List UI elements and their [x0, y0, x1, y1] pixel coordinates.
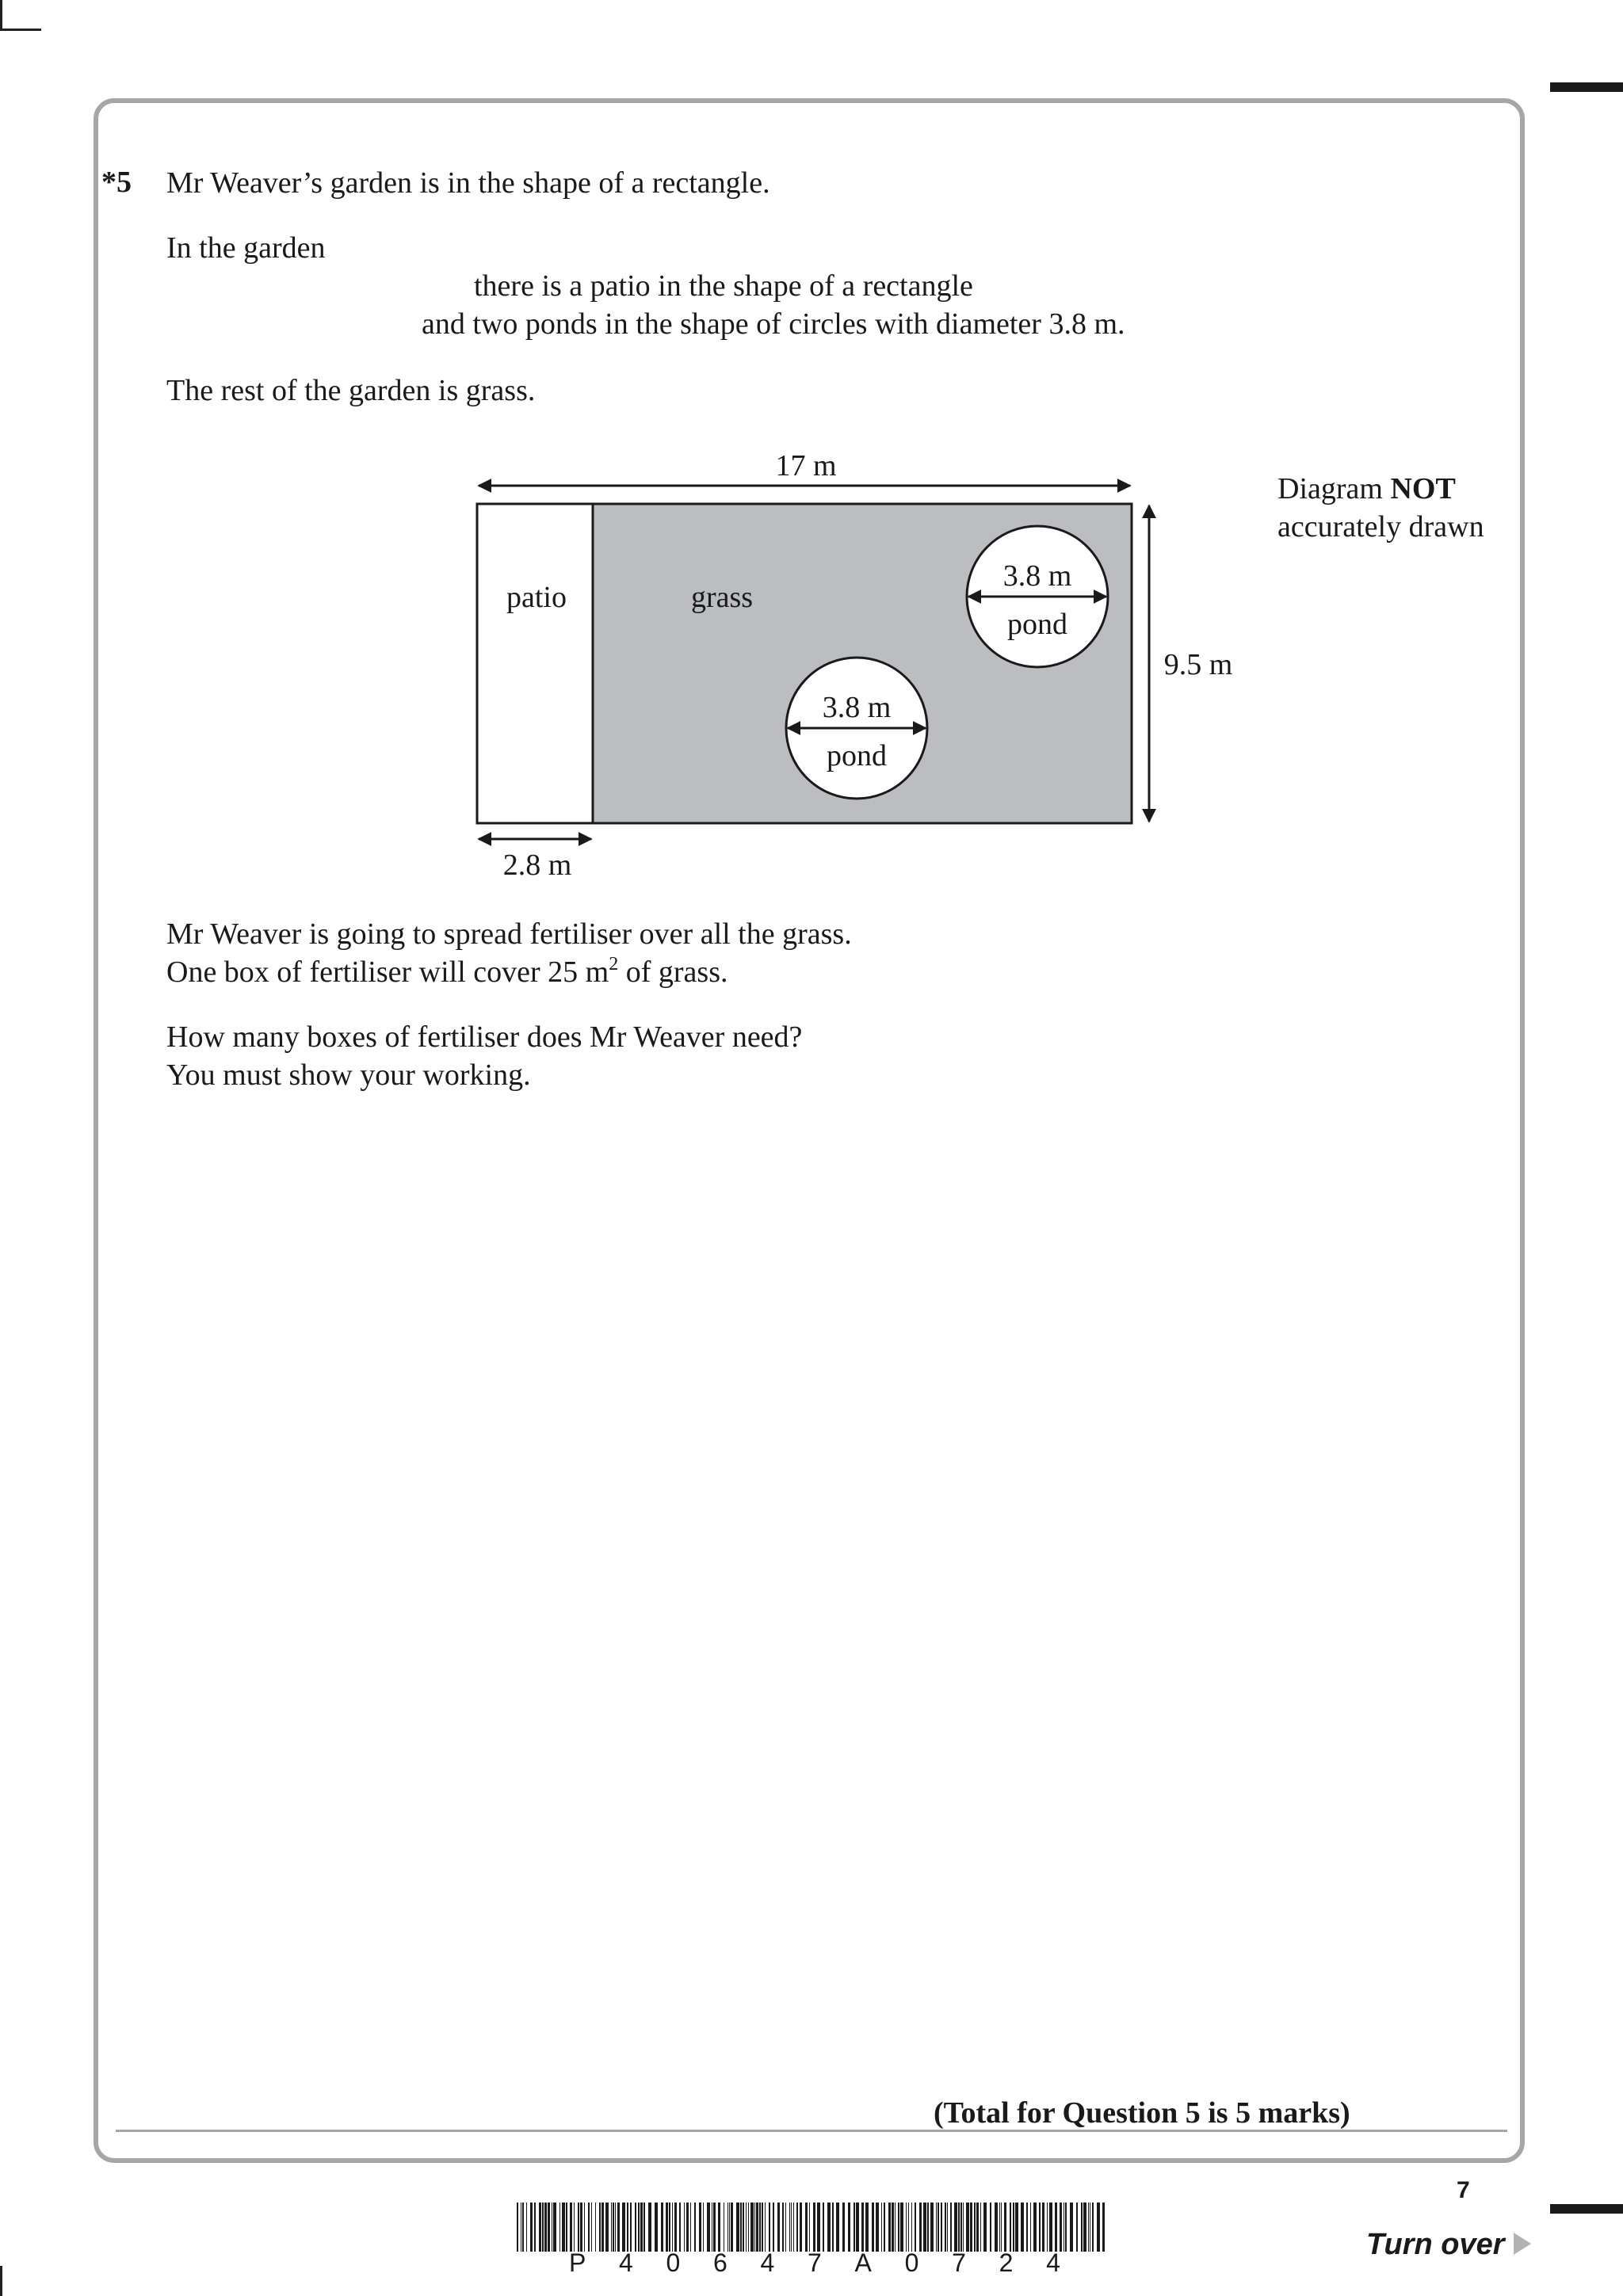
barcode-bar [1060, 2203, 1062, 2252]
barcode-bar [1039, 2203, 1041, 2252]
barcode-bar [900, 2203, 903, 2252]
barcode-bar [966, 2203, 969, 2252]
in-the-garden-text: In the garden [166, 231, 326, 265]
barcode-bar [823, 2203, 824, 2252]
diagram-note: Diagram NOT [1277, 472, 1456, 505]
barcode-bar [947, 2203, 948, 2252]
barcode-char: 7 [952, 2248, 966, 2277]
barcode-bar [773, 2203, 774, 2252]
barcode-bar [999, 2203, 1000, 2252]
barcode-bar [791, 2203, 792, 2252]
barcode-bar [1042, 2203, 1044, 2252]
barcode-bar [544, 2203, 547, 2252]
barcode-bar [542, 2203, 544, 2252]
barcode-bar [1015, 2203, 1018, 2252]
barcode-bar [950, 2203, 952, 2252]
barcode-bar [974, 2203, 976, 2252]
barcode-bar [796, 2203, 798, 2252]
barcode-bar [580, 2203, 582, 2252]
barcode-bar [938, 2203, 939, 2252]
barcode-bar [1070, 2203, 1073, 2252]
barcode-bar [553, 2203, 556, 2252]
pond-2 [786, 658, 927, 799]
barcode-bar [605, 2203, 609, 2252]
barcode-bar [713, 2203, 716, 2252]
barcode-bar [638, 2203, 640, 2252]
barcode-bar [1047, 2203, 1048, 2252]
barcode-bar [731, 2203, 733, 2252]
barcode-bar [718, 2203, 720, 2252]
barcode-bar [1083, 2203, 1086, 2252]
turn-over-label: Turn over [1366, 2228, 1505, 2261]
barcode-char: 2 [999, 2248, 1014, 2277]
barcode-bar [611, 2203, 612, 2252]
barcode-bar [1092, 2203, 1094, 2252]
barcode-bar [729, 2203, 730, 2252]
barcode-bar [661, 2203, 663, 2252]
barcode-bar [906, 2203, 907, 2252]
barcode-bar [915, 2203, 916, 2252]
barcode-bar [578, 2203, 579, 2252]
barcode-bar [793, 2203, 794, 2252]
barcode-bar [842, 2203, 845, 2252]
fertiliser-text: Mr Weaver is going to spread fertiliser over all the grass. [166, 917, 852, 951]
barcode-bar [743, 2203, 744, 2252]
barcode-bar [958, 2203, 960, 2252]
diagram-note-line2: accurately drawn [1277, 510, 1484, 543]
question-ask: How many boxes of fertiliser does Mr Weaver need? [166, 1020, 803, 1054]
barcode-char: 0 [904, 2248, 919, 2277]
barcode-bar [566, 2203, 567, 2252]
barcode-bar [1013, 2203, 1014, 2252]
barcode-bar [694, 2203, 696, 2252]
total-marks: (Total for Question 5 is 5 marks) [934, 2096, 1350, 2130]
barcode-bar [1010, 2203, 1011, 2252]
turn-over-arrow-icon [1514, 2233, 1531, 2255]
barcode-char: A [854, 2248, 872, 2277]
barcode-bar [684, 2203, 685, 2252]
barcode-bar [919, 2203, 922, 2252]
barcode-bar [703, 2203, 704, 2252]
barcode-bar [976, 2203, 979, 2252]
barcode-bar [983, 2203, 987, 2252]
barcode-bar [526, 2203, 527, 2252]
barcode-bar [736, 2203, 739, 2252]
pond-2-label: pond [827, 739, 887, 772]
coverage-text: One box of fertiliser will cover 25 $m^2$ of grass. [166, 954, 728, 989]
barcode-bar [995, 2203, 998, 2252]
garden-diagram [444, 440, 1260, 891]
barcode-bar [727, 2203, 728, 2252]
barcode-bar [936, 2203, 937, 2252]
barcode-bar [888, 2203, 891, 2252]
barcode-bar [740, 2203, 742, 2252]
barcode-bar [562, 2203, 565, 2252]
pond-1-label: pond [1007, 608, 1067, 641]
barcode-bar [813, 2203, 815, 2252]
barcode-bar [655, 2203, 658, 2252]
barcode-bar [630, 2203, 632, 2252]
barcode-bar [911, 2203, 912, 2252]
ponds-description: and two ponds in the shape of circles with diameter 3.8 m. [422, 307, 1125, 341]
barcode-bar [666, 2203, 668, 2252]
barcode-bar [1026, 2203, 1028, 2252]
barcode-bar [762, 2203, 763, 2252]
barcode-bar [746, 2203, 747, 2252]
barcode-bar [884, 2203, 885, 2252]
barcode-bar [881, 2203, 882, 2252]
barcode-bar [876, 2203, 879, 2252]
barcode-bar [930, 2203, 934, 2252]
total-underline [116, 2130, 1507, 2132]
barcode-char: 0 [666, 2248, 681, 2277]
barcode-bar [640, 2203, 643, 2252]
barcode-bar [601, 2203, 604, 2252]
barcode-bar [643, 2203, 645, 2252]
barcode-bar [615, 2203, 616, 2252]
barcode-bar [648, 2203, 651, 2252]
barcode-bar [836, 2203, 839, 2252]
question-intro: Mr Weaver’s garden is in the shape of a rectangle. [166, 166, 770, 200]
barcode-bar [574, 2203, 575, 2252]
barcode-bar [789, 2203, 790, 2252]
barcode-bar [570, 2203, 572, 2252]
barcode-bar [748, 2203, 749, 2252]
barcode-text [569, 2248, 1060, 2278]
barcode-bar [707, 2203, 710, 2252]
barcode-bar [534, 2203, 536, 2252]
barcode-bar [827, 2203, 831, 2252]
barcode-char: 4 [760, 2248, 775, 2277]
barcode-char: 7 [808, 2248, 822, 2277]
edge-mark [1550, 82, 1623, 92]
barcode-bar [832, 2203, 834, 2252]
edge-mark [1550, 2204, 1623, 2214]
barcode-bar [872, 2203, 874, 2252]
barcode-bar [686, 2203, 689, 2252]
barcode-bar [923, 2203, 926, 2252]
grass-label: grass [690, 581, 754, 614]
barcode-bar [1102, 2203, 1105, 2252]
barcode-bar [1001, 2203, 1002, 2252]
width-label: 9.5 m [1163, 648, 1233, 681]
question-number: *5 [101, 166, 132, 199]
barcode-bar [591, 2203, 592, 2252]
crop-mark [0, 29, 41, 31]
barcode-bar [963, 2203, 964, 2252]
barcode-bar [895, 2203, 896, 2252]
pond-1 [967, 526, 1108, 667]
barcode-bar [782, 2203, 784, 2252]
barcode-bar [908, 2203, 909, 2252]
barcode-bar [848, 2203, 850, 2252]
barcode-bar [756, 2203, 758, 2252]
barcode-bar [679, 2203, 681, 2252]
barcode-bar [517, 2203, 518, 2252]
barcode-bar [617, 2203, 620, 2252]
barcode-bar [672, 2203, 673, 2252]
barcode-bar [584, 2203, 585, 2252]
page-number: 7 [1457, 2177, 1470, 2203]
barcode-bar [970, 2203, 972, 2252]
barcode-bar [854, 2203, 855, 2252]
barcode-char: 4 [619, 2248, 633, 2277]
barcode-bar [809, 2203, 810, 2252]
barcode-bar [759, 2203, 761, 2252]
barcode-bar [1065, 2203, 1067, 2252]
barcode-bar [941, 2203, 942, 2252]
barcode-bar [522, 2203, 524, 2252]
barcode-bar [954, 2203, 957, 2252]
barcode-bar [690, 2203, 691, 2252]
barcode-bar [750, 2203, 754, 2252]
crop-mark [0, 0, 2, 30]
barcode-bar [1030, 2203, 1031, 2252]
pond-2-diameter-label: 3.8 m [822, 691, 892, 724]
barcode-bar [613, 2203, 614, 2252]
barcode-char: P [569, 2248, 586, 2277]
barcode-bar [599, 2203, 601, 2252]
barcode-bar [805, 2203, 808, 2252]
barcode-bar [927, 2203, 929, 2252]
barcode-bar [622, 2203, 625, 2252]
barcode-bar [990, 2203, 991, 2252]
barcode-bar [754, 2203, 755, 2252]
rest-of-garden-text: The rest of the garden is grass. [166, 374, 536, 407]
barcode-bar [1081, 2203, 1083, 2252]
barcode-bar [669, 2203, 670, 2252]
barcode-bar [800, 2203, 802, 2252]
barcode-bar [769, 2203, 770, 2252]
barcode-char: 6 [713, 2248, 727, 2277]
patio-width-label: 2.8 m [502, 849, 572, 882]
barcode-bar [530, 2203, 533, 2252]
length-label: 17 m [775, 449, 837, 482]
barcode-bar [1033, 2203, 1037, 2252]
barcode-bar [674, 2203, 677, 2252]
barcode-bar [1088, 2203, 1089, 2252]
barcode-bar [548, 2203, 550, 2252]
barcode-bar [856, 2203, 859, 2252]
barcode [517, 2203, 1108, 2252]
barcode-bar [1049, 2203, 1052, 2252]
barcode-bar [627, 2203, 628, 2252]
barcode-bar [777, 2203, 780, 2252]
barcode-bar [559, 2203, 560, 2252]
barcode-bar [588, 2203, 590, 2252]
patio-area [477, 504, 593, 823]
barcode-bar [595, 2203, 596, 2252]
patio-label: patio [506, 581, 567, 614]
barcode-bar [865, 2203, 869, 2252]
barcode-bar [1004, 2203, 1006, 2252]
barcode-char: 4 [1046, 2248, 1060, 2277]
barcode-bar [1076, 2203, 1078, 2252]
barcode-bar [960, 2203, 962, 2252]
barcode-bar [699, 2203, 701, 2252]
barcode-bar [1097, 2203, 1100, 2252]
barcode-bar [785, 2203, 786, 2252]
barcode-bar [1021, 2203, 1024, 2252]
barcode-bar [945, 2203, 946, 2252]
barcode-bar [898, 2203, 899, 2252]
barcode-bar [539, 2203, 541, 2252]
barcode-bar [1055, 2203, 1057, 2252]
patio-description: there is a patio in the shape of a rectangle [474, 269, 973, 303]
crop-mark [0, 2266, 2, 2296]
barcode-bar [635, 2203, 636, 2252]
barcode-bar [980, 2203, 981, 2252]
pond-1-diameter-label: 3.8 m [1002, 559, 1072, 593]
barcode-bar [892, 2203, 894, 2252]
barcode-bar [861, 2203, 864, 2252]
barcode-bar [765, 2203, 766, 2252]
show-working-instruction: You must show your working. [166, 1058, 531, 1092]
barcode-bar [817, 2203, 820, 2252]
